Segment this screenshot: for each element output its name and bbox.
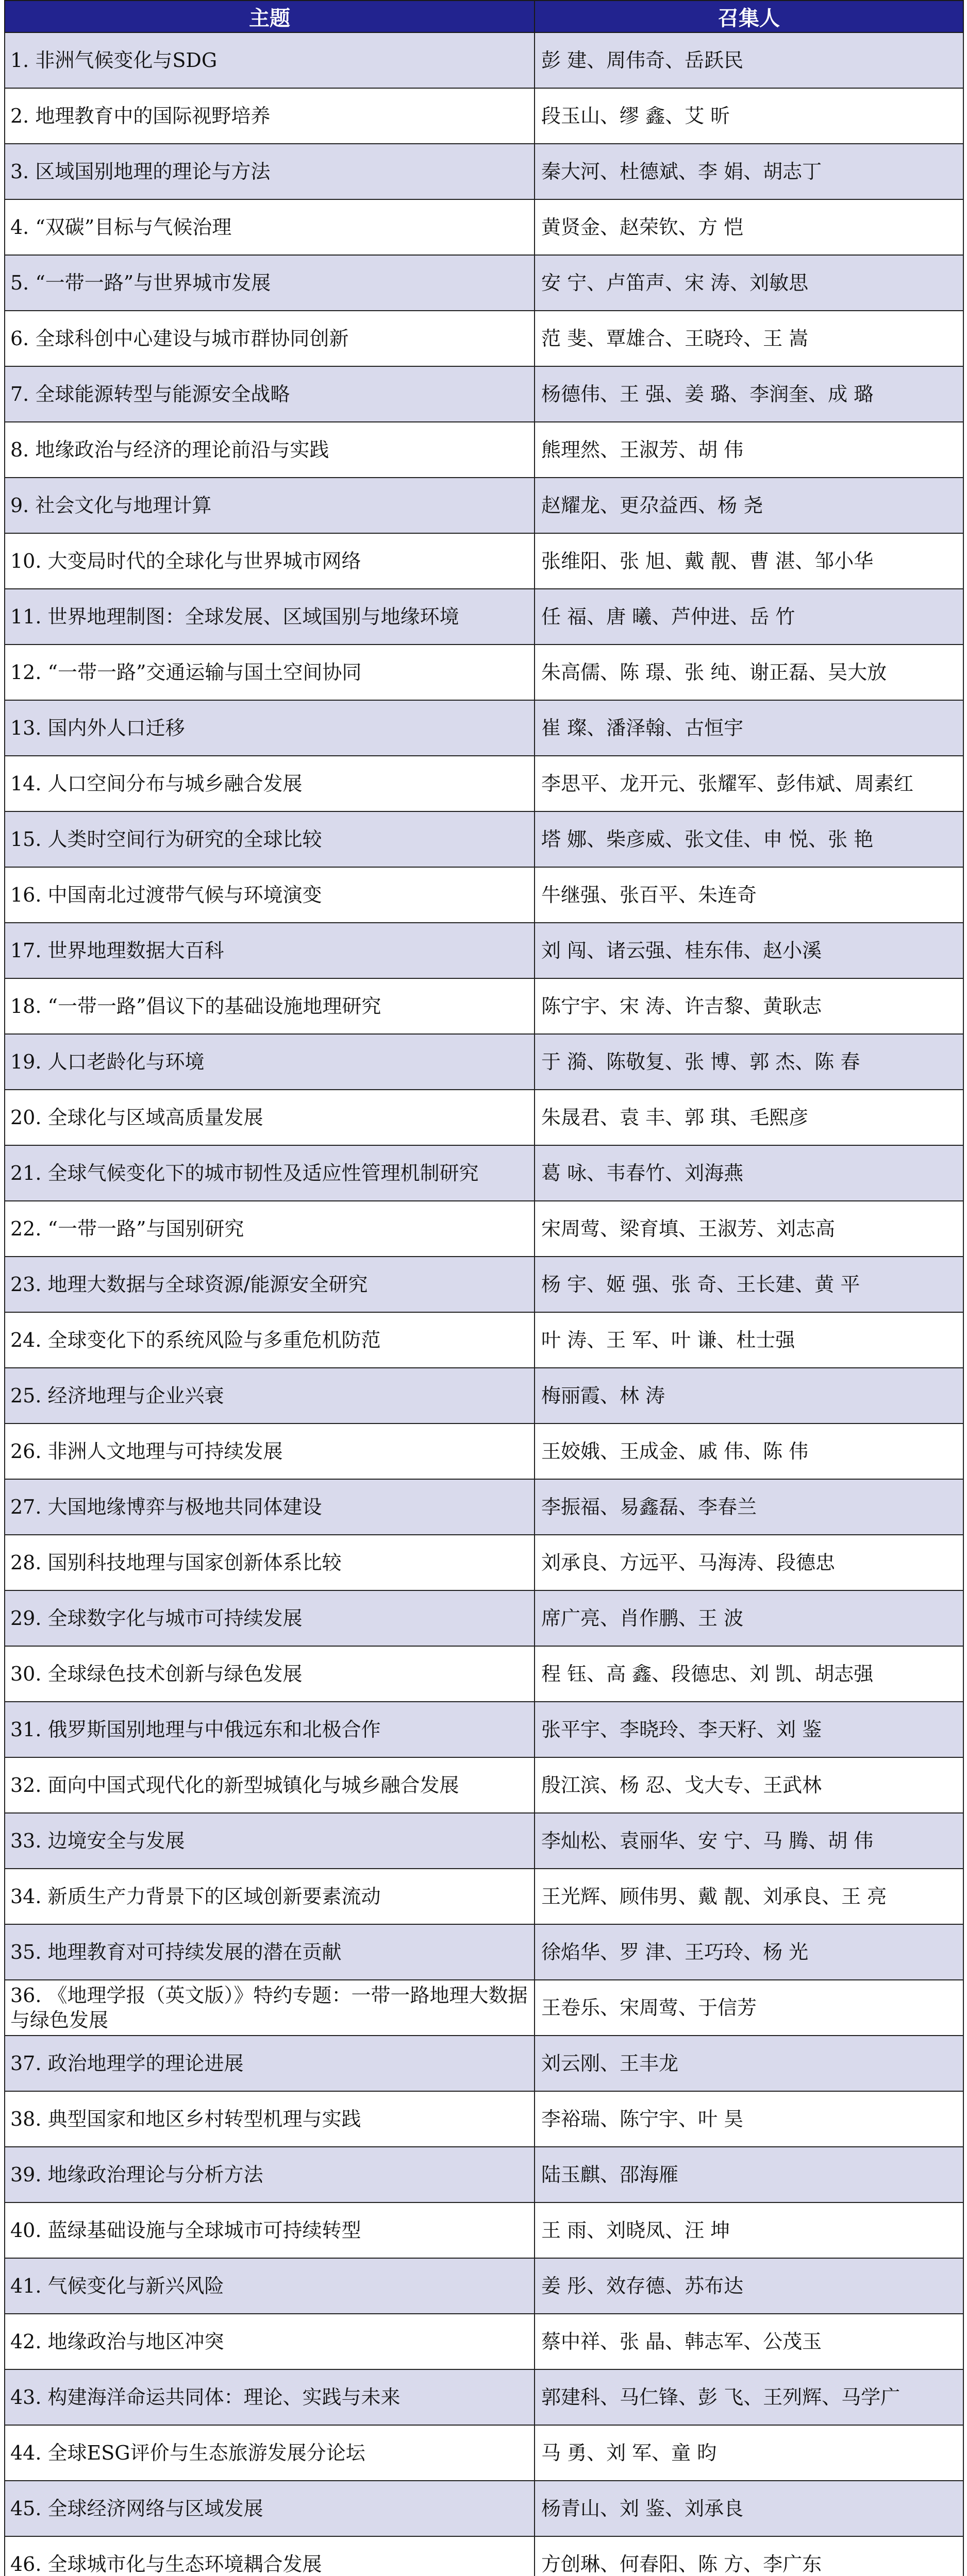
table-row	[5, 2425, 963, 2481]
table-row	[5, 144, 963, 199]
conveners-cell: 彭 建、周伟奇、岳跃民	[535, 32, 963, 88]
table-row	[5, 88, 963, 144]
topics-table	[4, 0, 964, 2576]
table-row	[5, 589, 963, 645]
topic-cell: 37. 政治地理学的理论进展	[5, 2036, 535, 2091]
conveners-cell: 崔 璨、潘泽翰、古恒宇	[535, 700, 963, 756]
conveners-cell: 李振福、易鑫磊、李春兰	[535, 1479, 963, 1535]
conveners-cell: 李裕瑞、陈宁宇、叶 昊	[535, 2091, 963, 2147]
table-row	[5, 811, 963, 867]
topic-cell: 12. “一带一路”交通运输与国土空间协同	[5, 645, 535, 700]
conveners-cell: 李思平、龙开元、张耀军、彭伟斌、周素红	[535, 756, 963, 811]
topic-cell: 26. 非洲人文地理与可持续发展	[5, 1423, 535, 1479]
conveners-cell: 刘云刚、王丰龙	[535, 2036, 963, 2091]
conveners-cell: 杨青山、刘 鉴、刘承良	[535, 2481, 963, 2536]
topic-cell: 30. 全球绿色技术创新与绿色发展	[5, 1646, 535, 1702]
conveners-cell: 安 宁、卢笛声、宋 涛、刘敏思	[535, 255, 963, 311]
topic-cell: 35. 地理教育对可持续发展的潜在贡献	[5, 1924, 535, 1980]
conveners-cell: 王 雨、刘晓凤、汪 坤	[535, 2202, 963, 2258]
topic-cell: 46. 全球城市化与生态环境耦合发展	[5, 2536, 535, 2576]
topic-cell: 44. 全球ESG评价与生态旅游发展分论坛	[5, 2425, 535, 2481]
table-row	[5, 2314, 963, 2369]
conveners-cell: 叶 涛、王 军、叶 谦、杜士强	[535, 1312, 963, 1368]
conveners-cell: 徐焰华、罗 津、王巧玲、杨 光	[535, 1924, 963, 1980]
table-row	[5, 2202, 963, 2258]
conveners-cell: 程 钰、高 鑫、段德忠、刘 凯、胡志强	[535, 1646, 963, 1702]
table-row	[5, 1034, 963, 1090]
topic-cell: 25. 经济地理与企业兴衰	[5, 1368, 535, 1423]
table-row	[5, 1257, 963, 1312]
topic-cell: 18. “一带一路”倡议下的基础设施地理研究	[5, 978, 535, 1034]
topic-cell: 32. 面向中国式现代化的新型城镇化与城乡融合发展	[5, 1757, 535, 1813]
conveners-cell: 陈宁宇、宋 涛、许吉黎、黄耿志	[535, 978, 963, 1034]
conveners-cell: 葛 咏、韦春竹、刘海燕	[535, 1145, 963, 1201]
conveners-cell: 赵耀龙、更尕益西、杨 尧	[535, 478, 963, 533]
topic-cell: 31. 俄罗斯国别地理与中俄远东和北极合作	[5, 1702, 535, 1757]
table-row	[5, 2036, 963, 2091]
table-row	[5, 1535, 963, 1590]
conference-topics-sheet	[4, 0, 963, 2576]
table-row	[5, 1646, 963, 1702]
conveners-cell: 任 福、唐 曦、芦仲进、岳 竹	[535, 589, 963, 645]
table-row	[5, 422, 963, 478]
conveners-cell: 张平宇、李晓玲、李天籽、刘 鉴	[535, 1702, 963, 1757]
topic-cell: 43. 构建海洋命运共同体：理论、实践与未来	[5, 2369, 535, 2425]
table-row	[5, 923, 963, 978]
topic-cell: 5. “一带一路”与世界城市发展	[5, 255, 535, 311]
topic-cell: 14. 人口空间分布与城乡融合发展	[5, 756, 535, 811]
topic-cell: 13. 国内外人口迁移	[5, 700, 535, 756]
conveners-cell: 席广亮、肖作鹏、王 波	[535, 1590, 963, 1646]
conveners-cell: 王卷乐、宋周莺、于信芳	[535, 1980, 963, 2036]
topic-cell: 2. 地理教育中的国际视野培养	[5, 88, 535, 144]
topic-cell: 29. 全球数字化与城市可持续发展	[5, 1590, 535, 1646]
topic-cell: 42. 地缘政治与地区冲突	[5, 2314, 535, 2369]
header-topic: 主题	[5, 1, 535, 32]
table-row	[5, 2147, 963, 2202]
table-row	[5, 756, 963, 811]
topic-cell: 20. 全球化与区域高质量发展	[5, 1090, 535, 1145]
conveners-cell: 王光辉、顾伟男、戴 靓、刘承良、王 亮	[535, 1869, 963, 1924]
conveners-cell: 殷江滨、杨 忍、戈大专、王武林	[535, 1757, 963, 1813]
topic-cell: 45. 全球经济网络与区域发展	[5, 2481, 535, 2536]
table-row	[5, 2369, 963, 2425]
topic-cell: 41. 气候变化与新兴风险	[5, 2258, 535, 2314]
table-row	[5, 1813, 963, 1869]
conveners-cell: 牛继强、张百平、朱连奇	[535, 867, 963, 923]
topic-cell: 21. 全球气候变化下的城市韧性及适应性管理机制研究	[5, 1145, 535, 1201]
table-row	[5, 1702, 963, 1757]
conveners-cell: 黄贤金、赵荣钦、方 恺	[535, 199, 963, 255]
conveners-cell: 杨德伟、王 强、姜 璐、李润奎、成 璐	[535, 366, 963, 422]
header-row	[5, 1, 963, 32]
table-row	[5, 255, 963, 311]
table-row	[5, 199, 963, 255]
conveners-cell: 范 斐、覃雄合、王晓玲、王 嵩	[535, 311, 963, 366]
topic-cell: 22. “一带一路”与国别研究	[5, 1201, 535, 1257]
conveners-cell: 马 勇、刘 军、童 昀	[535, 2425, 963, 2481]
conveners-cell: 李灿松、袁丽华、安 宁、马 腾、胡 伟	[535, 1813, 963, 1869]
conveners-cell: 熊理然、王淑芳、胡 伟	[535, 422, 963, 478]
conveners-cell: 朱高儒、陈 璟、张 纯、谢正磊、吴大放	[535, 645, 963, 700]
conveners-cell: 塔 娜、柴彦威、张文佳、申 悦、张 艳	[535, 811, 963, 867]
table-row	[5, 311, 963, 366]
topic-cell: 36. 《地理学报（英文版）》特约专题：一带一路地理大数据与绿色发展	[5, 1980, 535, 2036]
header-conveners: 召集人	[535, 1, 963, 32]
topic-cell: 17. 世界地理数据大百科	[5, 923, 535, 978]
table-row	[5, 700, 963, 756]
topic-cell: 6. 全球科创中心建设与城市群协同创新	[5, 311, 535, 366]
table-row	[5, 2481, 963, 2536]
table-row	[5, 1201, 963, 1257]
conveners-cell: 陆玉麒、邵海雁	[535, 2147, 963, 2202]
topic-cell: 15. 人类时空间行为研究的全球比较	[5, 811, 535, 867]
table-row	[5, 366, 963, 422]
table-row	[5, 1590, 963, 1646]
conveners-cell: 于 漪、陈敬复、张 博、郭 杰、陈 春	[535, 1034, 963, 1090]
table-row	[5, 478, 963, 533]
table-row	[5, 1145, 963, 1201]
topic-cell: 33. 边境安全与发展	[5, 1813, 535, 1869]
table-row	[5, 32, 963, 88]
table-row	[5, 1312, 963, 1368]
conveners-cell: 杨 宇、姬 强、张 奇、王长建、黄 平	[535, 1257, 963, 1312]
topic-cell: 11. 世界地理制图：全球发展、区域国别与地缘环境	[5, 589, 535, 645]
topic-cell: 9. 社会文化与地理计算	[5, 478, 535, 533]
topic-cell: 7. 全球能源转型与能源安全战略	[5, 366, 535, 422]
conveners-cell: 王姣娥、王成金、戚 伟、陈 伟	[535, 1423, 963, 1479]
table-row	[5, 533, 963, 589]
topic-cell: 4. “双碳”目标与气候治理	[5, 199, 535, 255]
table-row	[5, 1368, 963, 1423]
topic-cell: 19. 人口老龄化与环境	[5, 1034, 535, 1090]
topic-cell: 28. 国别科技地理与国家创新体系比较	[5, 1535, 535, 1590]
topic-cell: 39. 地缘政治理论与分析方法	[5, 2147, 535, 2202]
conveners-cell: 宋周莺、梁育填、王淑芳、刘志高	[535, 1201, 963, 1257]
table-row	[5, 1980, 963, 2036]
topic-cell: 40. 蓝绿基础设施与全球城市可持续转型	[5, 2202, 535, 2258]
conveners-cell: 张维阳、张 旭、戴 靓、曹 湛、邹小华	[535, 533, 963, 589]
table-body	[5, 32, 963, 2576]
table-row	[5, 2536, 963, 2576]
topic-cell: 34. 新质生产力背景下的区域创新要素流动	[5, 1869, 535, 1924]
conveners-cell: 刘承良、方远平、马海涛、段德忠	[535, 1535, 963, 1590]
conveners-cell: 梅丽霞、林 涛	[535, 1368, 963, 1423]
table-row	[5, 1090, 963, 1145]
table-row	[5, 2258, 963, 2314]
topic-cell: 27. 大国地缘博弈与极地共同体建设	[5, 1479, 535, 1535]
topic-cell: 38. 典型国家和地区乡村转型机理与实践	[5, 2091, 535, 2147]
table-row	[5, 645, 963, 700]
conveners-cell: 朱晟君、袁 丰、郭 琪、毛熙彦	[535, 1090, 963, 1145]
table-row	[5, 1869, 963, 1924]
topic-cell: 3. 区域国别地理的理论与方法	[5, 144, 535, 199]
topic-cell: 10. 大变局时代的全球化与世界城市网络	[5, 533, 535, 589]
table-row	[5, 2091, 963, 2147]
conveners-cell: 方创琳、何春阳、陈 方、李广东	[535, 2536, 963, 2576]
topic-cell: 24. 全球变化下的系统风险与多重危机防范	[5, 1312, 535, 1368]
table-row	[5, 1479, 963, 1535]
topic-cell: 23. 地理大数据与全球资源/能源安全研究	[5, 1257, 535, 1312]
table-row	[5, 867, 963, 923]
conveners-cell: 郭建科、马仁锋、彭 飞、王列辉、马学广	[535, 2369, 963, 2425]
conveners-cell: 秦大河、杜德斌、李 娟、胡志丁	[535, 144, 963, 199]
conveners-cell: 段玉山、缪 鑫、艾 昕	[535, 88, 963, 144]
conveners-cell: 姜 彤、效存德、苏布达	[535, 2258, 963, 2314]
table-row	[5, 1757, 963, 1813]
table-row	[5, 978, 963, 1034]
table-row	[5, 1924, 963, 1980]
table-row	[5, 1423, 963, 1479]
topic-cell: 8. 地缘政治与经济的理论前沿与实践	[5, 422, 535, 478]
table-header	[5, 1, 963, 32]
conveners-cell: 刘 闯、诸云强、桂东伟、赵小溪	[535, 923, 963, 978]
conveners-cell: 蔡中祥、张 晶、韩志军、公茂玉	[535, 2314, 963, 2369]
topic-cell: 16. 中国南北过渡带气候与环境演变	[5, 867, 535, 923]
topic-cell: 1. 非洲气候变化与SDG	[5, 32, 535, 88]
